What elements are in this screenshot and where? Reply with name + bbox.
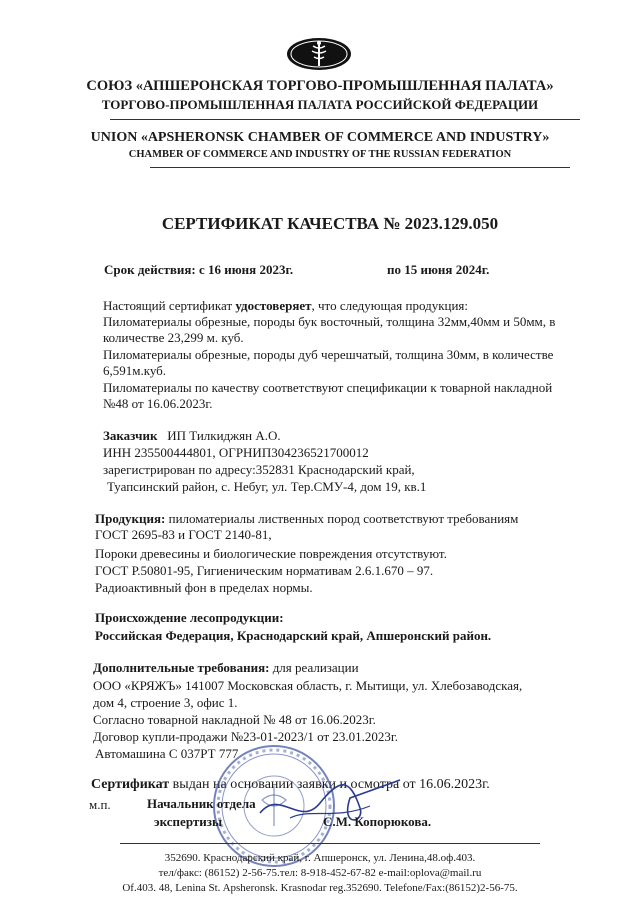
signer-title-1: Начальник отдела	[147, 796, 256, 811]
intro-line-2: Пиломатериалы обрезные, породы бук восточный, толщина 32мм,40мм и 50мм, в	[103, 314, 556, 329]
additional-line-3: дом 4, строение 3, офис 1.	[93, 695, 238, 710]
validity-period	[104, 262, 293, 278]
header-line-4: CHAMBER OF COMMERCE AND INDUSTRY OF THE RUSSIAN FEDERATION	[128, 149, 512, 160]
footer-address: 352690. Краснодарский край, г. Апшеронск, ул. Ленина,48.оф.403.	[164, 852, 476, 864]
product-text: пиломатериалы лиственных пород соответствуют требованиям	[165, 511, 519, 526]
issued-text: выдан на основании заявки и осмотра от 16.06.2023г.	[169, 777, 490, 792]
product-line-3: Пороки древесины и биологические повреждения отсутствуют.	[95, 546, 447, 561]
product-line-5: Радиоактивный фон в пределах нормы.	[95, 580, 313, 595]
customer-label: Заказчик	[103, 428, 158, 443]
customer-line-1	[103, 428, 281, 444]
additional-text: для реализации	[269, 660, 359, 675]
intro-line-7: №48 от 16.06.2023г.	[103, 396, 213, 411]
header-line-3: UNION «APSHERONSK CHAMBER OF COMMERCE AND INDUSTRY»	[90, 130, 550, 145]
product-label: Продукция:	[95, 511, 166, 526]
header-line-2: ТОРГОВО-ПРОМЫШЛЕННАЯ ПАЛАТА РОССИЙСКОЙ ФЕДЕРАЦИИ	[101, 97, 539, 112]
additional-line-6: Автомашина С 037РТ 777	[95, 746, 239, 761]
additional-line-4: Согласно товарной накладной № 48 от 16.06.2023г.	[93, 712, 376, 727]
additional-label: Дополнительные требования:	[93, 660, 270, 675]
intro-text-a: Настоящий сертификат	[103, 298, 236, 313]
customer-inn: ИНН 235500444801, ОГРНИП304236521700012	[103, 445, 369, 460]
validity-label: Срок действия	[104, 262, 192, 277]
chamber-emblem-icon	[286, 37, 352, 71]
additional-line-2: ООО «КРЯЖЪ» 141007 Московская область, г. Мытищи, ул. Хлебозаводская,	[93, 678, 523, 693]
customer-address-1: зарегистрирован по адресу:352831 Краснодарский край,	[103, 462, 415, 477]
validity-to: по 15 июня 2024г.	[387, 262, 490, 277]
header-divider-2	[150, 167, 570, 168]
stamp-place-label: м.п.	[89, 797, 111, 812]
footer-divider	[120, 843, 540, 844]
product-line-1	[95, 511, 518, 527]
customer-name: ИП Тилкиджян А.О.	[167, 428, 281, 443]
issued-label: Сертификат	[91, 777, 170, 792]
signer-title-2: экспертизы	[154, 814, 223, 829]
product-line-4: ГОСТ Р.50801-95, Гигиеническим нормативам 2.6.1.670 – 97.	[95, 563, 434, 578]
certificate-title: СЕРТИФИКАТ КАЧЕСТВА № 2023.129.050	[161, 214, 499, 233]
additional-line-1	[93, 660, 359, 676]
origin-label: Происхождение лесопродукции:	[95, 610, 284, 625]
validity-from: : с 16 июня 2023г.	[191, 262, 294, 277]
intro-text-bold: удостоверяет	[235, 298, 312, 313]
additional-line-5: Договор купли-продажи №23-01-2023/1 от 23.01.2023г.	[93, 729, 398, 744]
signer-name: С.М. Копорюкова.	[323, 814, 432, 829]
footer-address-en: Of.403. 48, Lenina St. Apsheronsk. Krasnodar reg.352690. Telefone/Fax:(86152)2-56-75.	[122, 882, 518, 894]
customer-address-2: Туапсинский район, с. Небуг, ул. Тер.СМУ-4, дом 19, кв.1	[107, 479, 427, 494]
origin-value: Российская Федерация, Краснодарский край, Апшеронский район.	[95, 628, 492, 643]
intro-line-4: Пиломатериалы обрезные, породы дуб черешчатый, толщина 30мм, в количестве	[103, 347, 554, 362]
header-divider-1	[110, 119, 580, 120]
intro-line-6: Пиломатериалы по качеству соответствуют спецификации к товарной накладной	[103, 380, 553, 395]
footer-contacts: тел/факс: (86152) 2-56-75.тел: 8-918-452-67-82 e-mail:oplova@mail.ru	[158, 867, 482, 879]
intro-line-1	[103, 298, 468, 314]
intro-text-c: , что следующая продукция:	[311, 298, 469, 313]
intro-line-5: 6,591м.куб.	[103, 363, 167, 378]
intro-line-3: количестве 23,299 м. куб.	[103, 330, 244, 345]
product-line-2: ГОСТ 2695-83 и ГОСТ 2140-81,	[95, 527, 272, 542]
header-line-1: СОЮЗ «АПШЕРОНСКАЯ ТОРГОВО-ПРОМЫШЛЕННАЯ ПАЛАТА»	[86, 78, 554, 94]
